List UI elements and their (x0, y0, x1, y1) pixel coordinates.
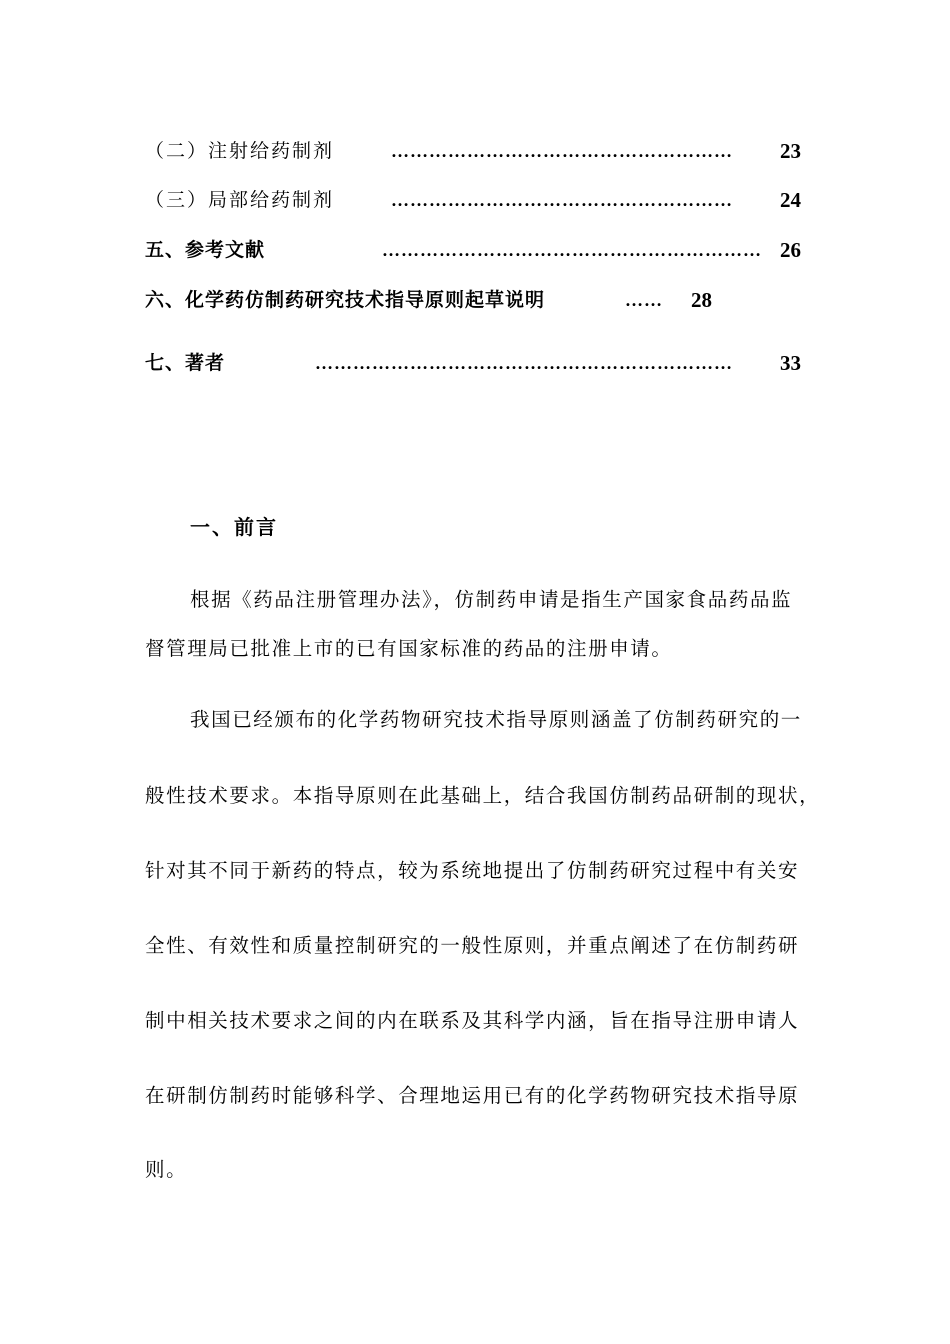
toc-entry-page: 28 (691, 288, 712, 312)
paragraph-line: 我国已经颁布的化学药物研究技术指导原则涵盖了仿制药研究的一 (190, 708, 802, 731)
toc-entry-leader: ……………………………………………… (391, 190, 733, 210)
toc-entry-title: 五、参考文献 (145, 239, 266, 261)
toc-entry-title: （三）局部给药制剂 (145, 189, 335, 211)
section-heading: 一、前言 (190, 515, 278, 539)
toc-entry (145, 285, 815, 315)
toc-entry (145, 348, 815, 378)
paragraph-line: 全性、有效性和质量控制研究的一般性原则，并重点阐述了在仿制药研 (145, 934, 800, 957)
toc-entry-page: 24 (780, 188, 801, 212)
paragraph-line: 则。 (145, 1158, 188, 1181)
toc-entry-title: 六、化学药仿制药研究技术指导原则起草说明 (145, 289, 546, 311)
toc-entry-page: 23 (780, 139, 801, 163)
paragraph-line: 制中相关技术要求之间的内在联系及其科学内涵，旨在指导注册申请人 (145, 1009, 800, 1032)
toc-entry-leader: ……………………………………………… (391, 141, 733, 161)
toc-entry-page: 33 (780, 351, 801, 375)
paragraph-line: 般性技术要求。本指导原则在此基础上，结合我国仿制药品研制的现状， (145, 784, 821, 807)
toc-entry (145, 185, 815, 215)
toc-entry (145, 235, 815, 265)
paragraph-line: 在研制仿制药时能够科学、合理地运用已有的化学药物研究技术指导原 (145, 1084, 800, 1107)
toc-entry-leader: …… (625, 290, 663, 310)
paragraph-line: 督管理局已批准上市的已有国家标准的药品的注册申请。 (145, 637, 673, 660)
toc-entry-page: 26 (780, 238, 801, 262)
toc-entry-title: （二）注射给药制剂 (145, 140, 335, 162)
toc-entry-leader: …………………………………………………… (382, 240, 762, 260)
paragraph-line: 针对其不同于新药的特点，较为系统地提出了仿制药研究过程中有关安 (145, 859, 800, 882)
paragraph-line: 根据《药品注册管理办法》，仿制药申请是指生产国家食品药品监 (190, 588, 793, 611)
toc-entry-leader: ………………………………………………………… (315, 353, 733, 373)
toc-entry-title: 七、著者 (145, 352, 226, 374)
toc-entry (145, 136, 815, 166)
